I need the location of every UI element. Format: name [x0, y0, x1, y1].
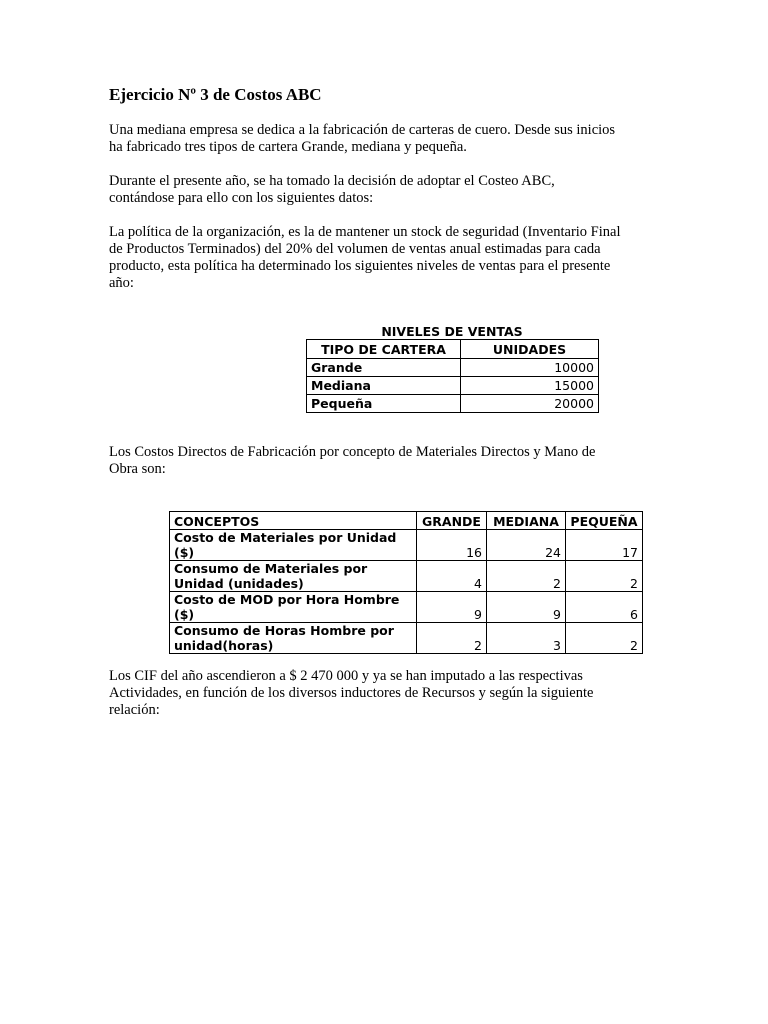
- costos-table: [169, 511, 643, 654]
- column-header-unidades: UNIDADES: [461, 340, 599, 359]
- cell-pequena: 2: [566, 623, 643, 654]
- cif-paragraph: Los CIF del año ascendieron a $ 2 470 000 y ya se han imputado a las respectivas Actividades, en función de los diversos inductores de Recursos y según la siguiente relación:: [109, 668, 594, 718]
- cell-grande: 2: [417, 623, 487, 654]
- cell-pequena: 2: [566, 561, 643, 592]
- ventas-table-title: NIVELES DE VENTAS: [381, 324, 523, 339]
- cell-mediana: 3: [487, 623, 566, 654]
- cell-unidades: 15000: [461, 377, 599, 395]
- column-header-tipo: TIPO DE CARTERA: [307, 340, 461, 359]
- cell-tipo: Pequeña: [307, 395, 461, 413]
- table-row: [307, 377, 599, 395]
- table-header-row: [307, 340, 599, 359]
- cell-concepto: Costo de MOD por Hora Hombre ($): [170, 592, 417, 623]
- ventas-table: [306, 339, 599, 413]
- page-title: Ejercicio Nº 3 de Costos ABC: [109, 85, 322, 104]
- cell-mediana: 24: [487, 530, 566, 561]
- cell-grande: 9: [417, 592, 487, 623]
- intro-paragraph: Una mediana empresa se dedica a la fabricación de carteras de cuero. Desde sus inicios ha fabricado tres tipos de cartera Grande, mediana y pequeña.: [109, 122, 616, 155]
- column-header-mediana: MEDIANA: [487, 512, 566, 530]
- cell-concepto: Consumo de Horas Hombre por unidad(horas): [170, 623, 417, 654]
- cell-grande: 16: [417, 530, 487, 561]
- table-row: [170, 592, 643, 623]
- direct-costs-paragraph: Los Costos Directos de Fabricación por concepto de Materiales Directos y Mano de Obra son:: [109, 444, 596, 477]
- cell-mediana: 9: [487, 592, 566, 623]
- table-row: [170, 561, 643, 592]
- cell-pequena: 6: [566, 592, 643, 623]
- table-row: [307, 395, 599, 413]
- abc-decision-paragraph: Durante el presente año, se ha tomado la decisión de adoptar el Costeo ABC, contándose para ello con los siguientes datos:: [109, 173, 555, 206]
- column-header-pequena: PEQUEÑA: [566, 512, 643, 530]
- cell-concepto: Consumo de Materiales por Unidad (unidades): [170, 561, 417, 592]
- cell-pequena: 17: [566, 530, 643, 561]
- cell-tipo: Grande: [307, 359, 461, 377]
- cell-concepto: Costo de Materiales por Unidad ($): [170, 530, 417, 561]
- cell-unidades: 20000: [461, 395, 599, 413]
- table-row: [170, 530, 643, 561]
- column-header-conceptos: CONCEPTOS: [170, 512, 417, 530]
- cell-tipo: Mediana: [307, 377, 461, 395]
- table-header-row: [170, 512, 643, 530]
- table-row: [307, 359, 599, 377]
- stock-policy-paragraph: La política de la organización, es la de mantener un stock de seguridad (Inventario Final de Productos Terminados) del 20% del volumen de ventas anual estimadas para cada producto, esta política ha determinado los siguientes niveles de ventas para el presente año:: [109, 224, 621, 291]
- cell-unidades: 10000: [461, 359, 599, 377]
- cell-grande: 4: [417, 561, 487, 592]
- column-header-grande: GRANDE: [417, 512, 487, 530]
- cell-mediana: 2: [487, 561, 566, 592]
- table-row: [170, 623, 643, 654]
